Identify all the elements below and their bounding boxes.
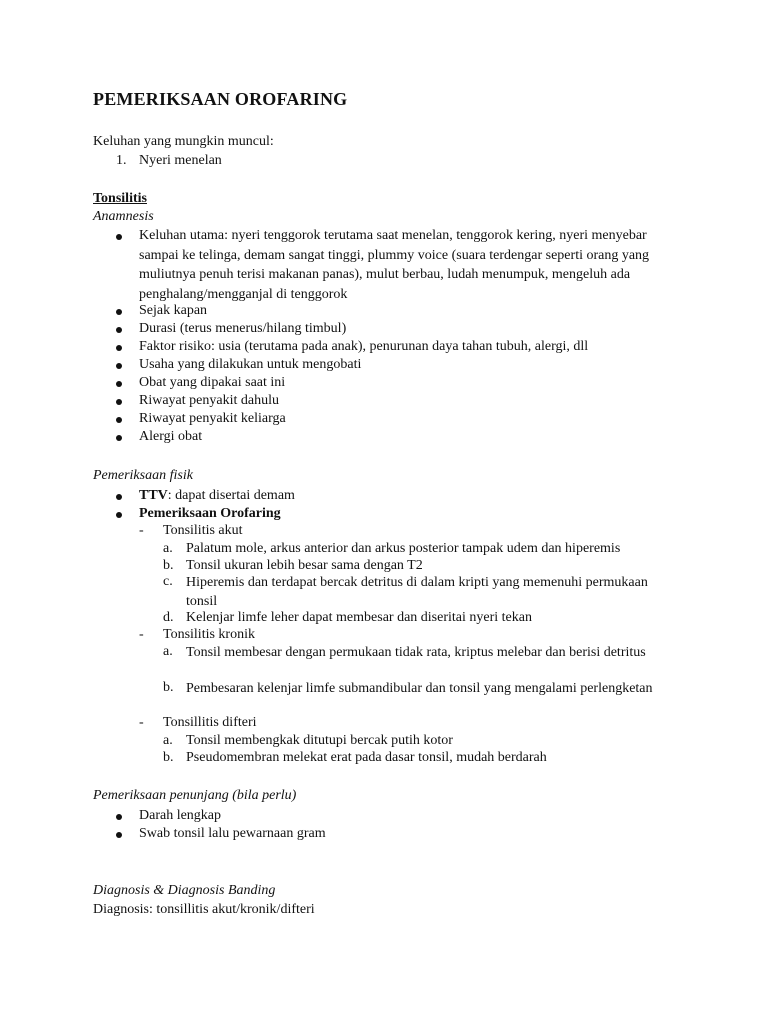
- group-name: Tonsilitis kronik: [163, 627, 255, 642]
- anamnesis-item: Faktor risiko: usia (terutama pada anak), penurunan daya tahan tubuh, alergi, dll: [139, 339, 589, 354]
- penunjang-item: Darah lengkap: [139, 808, 222, 823]
- anamnesis-item: Riwayat penyakit keliarga: [139, 411, 286, 426]
- item-marker: b.: [163, 558, 174, 573]
- bullet-icon: [116, 234, 122, 240]
- anamnesis-item: Durasi (terus menerus/hilang timbul): [139, 321, 347, 336]
- anamnesis-item: Obat yang dipakai saat ini: [139, 375, 286, 390]
- bullet-icon: [116, 814, 122, 820]
- item-marker: d.: [163, 610, 174, 625]
- dash-marker: -: [139, 627, 144, 642]
- group-name: Tonsilitis akut: [163, 523, 243, 538]
- diagnosis-text: Diagnosis: tonsillitis akut/kronik/difteri: [93, 902, 315, 917]
- bullet-icon: [116, 435, 122, 441]
- orofaring-label: Pemeriksaan Orofaring: [139, 506, 281, 521]
- finding-item: Pseudomembran melekat erat pada dasar tonsil, mudah berdarah: [186, 750, 547, 765]
- finding-item: Tonsil ukuran lebih besar sama dengan T2: [186, 558, 423, 573]
- anamnesis-item: Sejak kapan: [139, 303, 208, 318]
- finding-item: Pembesaran kelenjar limfe submandibular dan tonsil yang mengalami perlengketan: [186, 681, 653, 696]
- finding-item: Tonsil membesar dengan permukaan tidak rata, kriptus melebar dan berisi detritus: [186, 645, 646, 660]
- anamnesis-item: Keluhan utama: nyeri tenggorok terutama saat menelan, tenggorok kering, nyeri menyebar sampai ke telinga, demam sangat tinggi, plummy voice (suara terdengar seperti orang yang muliutnya penuh terisi makanan panas), mulut berbau, ludah menumpuk, mengeluh ada penghalang/mengganjal di tenggorok: [139, 228, 650, 302]
- subheading-anamnesis: Anamnesis: [93, 209, 154, 224]
- finding-item: Tonsil membengkak ditutupi bercak putih kotor: [186, 733, 453, 748]
- finding-item: Hiperemis dan terdapat bercak detritus di dalam kripti yang memenuhi permukaan tonsil: [186, 575, 648, 609]
- penunjang-item: Swab tonsil lalu pewarnaan gram: [139, 826, 326, 841]
- bullet-icon: [116, 363, 122, 369]
- ttv-label: TTV: [139, 488, 168, 503]
- subheading-diagnosis: Diagnosis & Diagnosis Banding: [93, 883, 276, 898]
- bullet-icon: [116, 381, 122, 387]
- group-name: Tonsillitis difteri: [163, 715, 257, 730]
- section-heading-tonsilitis: Tonsilitis: [93, 191, 147, 206]
- bullet-icon: [116, 832, 122, 838]
- ttv-item: [139, 487, 295, 505]
- ttv-text: : dapat disertai demam: [167, 488, 295, 503]
- item-marker: c.: [163, 574, 173, 589]
- keluhan-heading: Keluhan yang mungkin muncul:: [93, 134, 274, 149]
- subheading-pemeriksaan-fisik: Pemeriksaan fisik: [93, 468, 193, 483]
- finding-item: Kelenjar limfe leher dapat membesar dan diseritai nyeri tekan: [186, 610, 532, 625]
- finding-item: Palatum mole, arkus anterior dan arkus posterior tampak udem dan hiperemis: [186, 541, 621, 556]
- bullet-icon: [116, 417, 122, 423]
- item-marker: a.: [163, 644, 173, 659]
- keluhan-item: Nyeri menelan: [139, 153, 222, 168]
- item-marker: b.: [163, 750, 174, 765]
- anamnesis-item: Riwayat penyakit dahulu: [139, 393, 279, 408]
- bullet-icon: [116, 309, 122, 315]
- item-marker: b.: [163, 680, 174, 695]
- anamnesis-item: Usaha yang dilakukan untuk mengobati: [139, 357, 362, 372]
- anamnesis-item: Alergi obat: [139, 429, 203, 444]
- dash-marker: -: [139, 523, 144, 538]
- bullet-icon: [116, 399, 122, 405]
- item-marker: a.: [163, 541, 173, 556]
- keluhan-item-marker: 1.: [116, 153, 127, 168]
- bullet-icon: [116, 512, 122, 518]
- bullet-icon: [116, 345, 122, 351]
- document-title: PEMERIKSAAN OROFARING: [93, 89, 348, 109]
- dash-marker: -: [139, 715, 144, 730]
- subheading-penunjang: Pemeriksaan penunjang (bila perlu): [93, 788, 297, 803]
- bullet-icon: [116, 494, 122, 500]
- bullet-icon: [116, 327, 122, 333]
- item-marker: a.: [163, 733, 173, 748]
